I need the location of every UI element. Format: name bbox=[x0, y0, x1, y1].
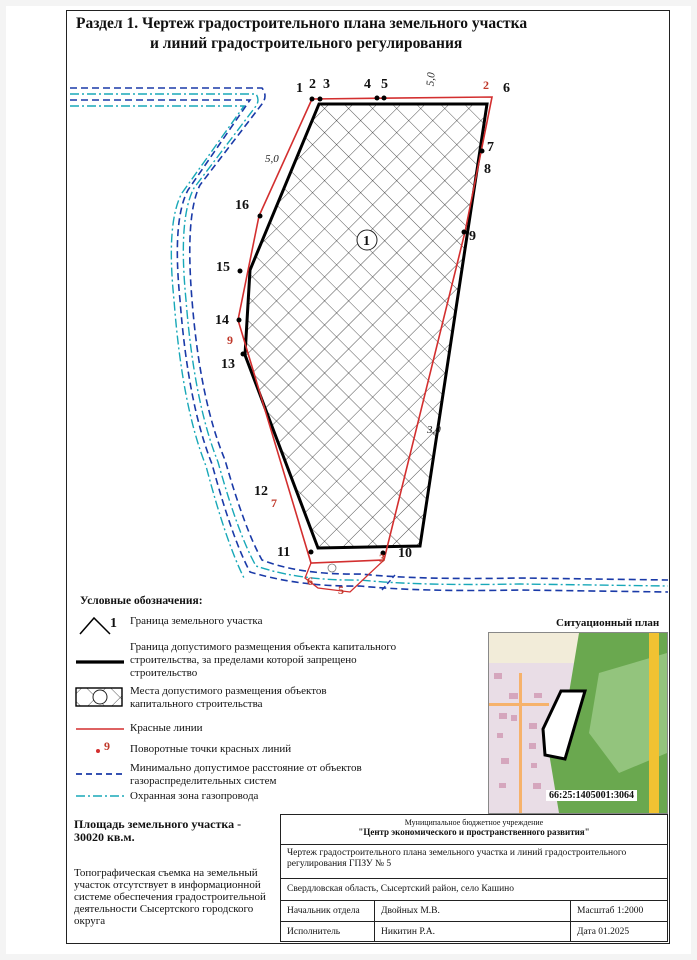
legend-item-gas-distance: Минимально допустимое расстояние от объектов газораспределительных систем bbox=[130, 762, 362, 787]
allowed-placement-zone bbox=[245, 104, 487, 548]
point-label: 7 bbox=[487, 140, 494, 155]
point-label: 13 bbox=[221, 357, 235, 372]
stamp-org-line-2: "Центр экономического и пространственного развития" bbox=[358, 827, 590, 837]
point-label: 14 bbox=[215, 313, 229, 328]
parcel-area bbox=[74, 818, 264, 844]
point-label: 4 bbox=[364, 77, 371, 92]
red-point-label: 3 bbox=[379, 551, 385, 565]
title-block bbox=[280, 814, 668, 942]
stamp-head-name: Двойных М.В. bbox=[375, 901, 571, 921]
area-line-1: Площадь земельного участка - bbox=[74, 817, 242, 831]
dimension-right: 3,0 bbox=[427, 424, 441, 436]
point-label: 5 bbox=[381, 77, 388, 92]
red-point-label: 9 bbox=[227, 333, 233, 347]
stamp-head-role: Начальник отдела bbox=[281, 901, 375, 921]
legend-symbols bbox=[76, 618, 124, 796]
stamp-row-exec bbox=[281, 922, 667, 942]
legend-marker-number: 1 bbox=[110, 616, 117, 631]
area-line-2: 30020 кв.м. bbox=[74, 830, 135, 844]
point-label: 12 bbox=[254, 484, 268, 499]
point-label: 16 bbox=[235, 198, 249, 213]
title-line-2: и линий градостроительного регулирования bbox=[150, 35, 463, 52]
point-label: 2 bbox=[309, 77, 316, 92]
cadastral-number: 66:25:1405001:3064 bbox=[546, 790, 637, 801]
stamp-document-title: Чертеж градостроительного плана земельного участка и линий градостроительного регулирования ГПЗУ № 5 bbox=[281, 845, 667, 879]
stamp-exec-name: Никитин Р.А. bbox=[375, 922, 571, 942]
legend-item-red-lines: Красные линии bbox=[130, 722, 203, 734]
point-label: 6 bbox=[503, 81, 510, 96]
survey-note: Топографическая съемка на земельный участок отсутствует в информационной системе обеспечения градостроительной деятельности Сысертского городского округа bbox=[74, 867, 266, 927]
small-marker-circle bbox=[328, 564, 336, 572]
red-point-label: 6 bbox=[307, 574, 313, 588]
red-point-label: 2 bbox=[483, 78, 489, 92]
dimension-top: 5,0 bbox=[424, 71, 438, 87]
dimension-left: 5,0 bbox=[265, 153, 279, 165]
legend-item-parcel: Граница земельного участка bbox=[130, 615, 263, 627]
stamp-date: Дата 01.2025 bbox=[577, 927, 630, 937]
stamp-location: Свердловская область, Сысертский район, село Кашино bbox=[281, 879, 667, 901]
point-label: 1 bbox=[296, 81, 303, 96]
red-point-label: 5 bbox=[338, 583, 344, 597]
stamp-row-head bbox=[281, 901, 667, 922]
legend-item-allowed-zone: Места допустимого размещения объектов капитального строительства bbox=[130, 685, 327, 710]
point-label: 9 bbox=[469, 229, 476, 244]
legend-title: Условные обозначения: bbox=[80, 595, 203, 607]
stamp-organization bbox=[281, 815, 667, 845]
point-label: 3 bbox=[323, 77, 330, 92]
title-line-1: Раздел 1. Чертеж градостроительного плана земельного участка bbox=[76, 15, 528, 32]
situation-map bbox=[488, 632, 668, 814]
zone-number: 1 bbox=[363, 234, 370, 249]
legend-item-building-boundary: Граница допустимого размещения объекта капитального строительства, за пределами которой запрещено строительство bbox=[130, 641, 397, 679]
red-point-label: 7 bbox=[271, 496, 277, 510]
point-label: 8 bbox=[484, 162, 491, 177]
point-label: 11 bbox=[277, 545, 291, 560]
point-label: 10 bbox=[398, 546, 412, 561]
legend-item-red-points: Поворотные точки красных линий bbox=[130, 743, 292, 755]
stamp-exec-role: Исполнитель bbox=[281, 922, 375, 942]
stamp-scale: Масштаб 1:2000 bbox=[577, 906, 644, 916]
stamp-org-line-1: Муниципальное бюджетное учреждение bbox=[404, 818, 544, 827]
legend-item-gas-zone: Охранная зона газопровода bbox=[130, 790, 259, 802]
legend-red-point-number: 9 bbox=[104, 739, 110, 753]
situation-title: Ситуационный план bbox=[556, 617, 660, 629]
point-label: 15 bbox=[216, 260, 230, 275]
